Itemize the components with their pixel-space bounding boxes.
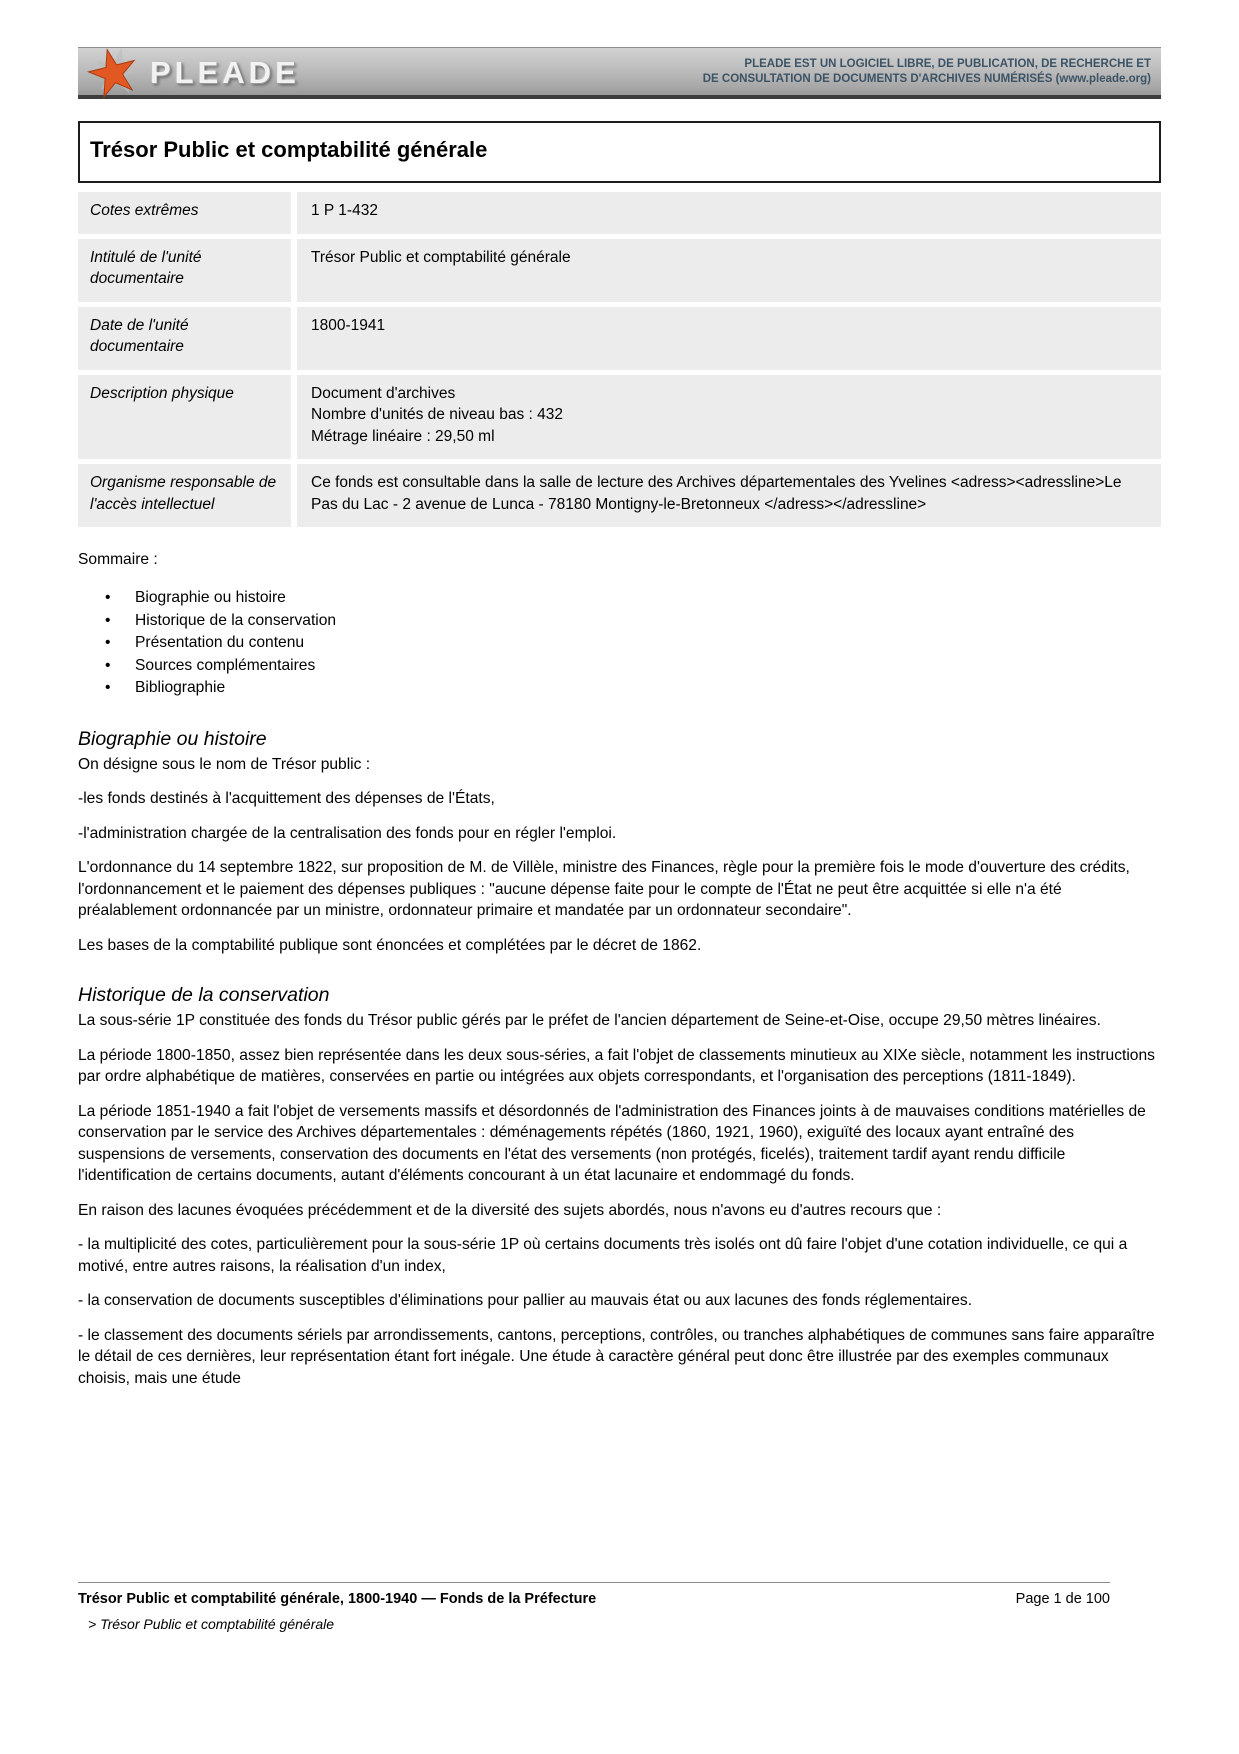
sommaire-heading: Sommaire : — [78, 551, 158, 568]
sommaire-list — [78, 587, 1161, 700]
metadata-value: 1 P 1-432 — [297, 192, 1161, 234]
pleade-tagline-line1: PLEADE EST UN LOGICIEL LIBRE, DE PUBLICATION, DE RECHERCHE ET — [744, 57, 1151, 70]
pleade-tagline-line2: DE CONSULTATION DE DOCUMENTS D'ARCHIVES NUMÉRISÉS (www.pleade.org) — [702, 72, 1151, 85]
metadata-table — [78, 192, 1161, 527]
pleade-logo — [78, 48, 300, 95]
bullet-icon: • — [105, 634, 111, 651]
metadata-row — [78, 375, 1161, 460]
footer-page-number: Page 1 de 100 — [1015, 1591, 1110, 1607]
metadata-value: Trésor Public et comptabilité générale — [297, 239, 1161, 302]
paragraph: En raison des lacunes évoquées précédemment et de la diversité des sujets abordés, nous n'avons eu d'autres recours que : — [78, 1201, 942, 1219]
pleade-tagline — [703, 57, 1161, 87]
sommaire-item — [78, 655, 1161, 678]
metadata-value: 1800-1941 — [297, 307, 1161, 370]
metadata-row — [78, 239, 1161, 302]
sommaire-item — [78, 677, 1161, 700]
metadata-value — [297, 375, 1161, 460]
paragraph: La période 1851-1940 a fait l'objet de versements massifs et désordonnés de l'administration des Finances joints à de mauvaises conditions matérielles de conservation par le service des Archives départementales : déménagements répétés (1860, 1921, 1960), exiguïté des locaux ayant entraîné des suspensions de versements, conservation des documents en l'état des versements (non protégés, ficelés), traitement tardif ayant rendu difficile l'identification de certains documents, autant d'éléments concourant à un état lacunaire et endommagé du fonds. — [78, 1102, 1146, 1184]
metadata-value-line: Nombre d'unités de niveau bas : 432 — [311, 406, 563, 423]
pleade-banner — [78, 47, 1161, 99]
sommaire-item-label: Sources complémentaires — [135, 656, 316, 674]
sommaire-item — [78, 587, 1161, 610]
footer-title: Trésor Public et comptabilité générale, 1800-1940 — Fonds de la Préfecture — [78, 1591, 597, 1607]
pleade-logo-text: PLEADE — [150, 54, 300, 90]
page-footer — [78, 1582, 1110, 1632]
metadata-label: Description physique — [78, 375, 291, 460]
sommaire-item — [78, 632, 1161, 655]
bullet-icon: • — [105, 656, 111, 674]
paragraph: -les fonds destinés à l'acquittement des dépenses de l'États, — [78, 790, 495, 807]
paragraph: - le classement des documents sériels par arrondissements, cantons, perceptions, contrôles, ou tranches alphabétiques de communes sans faire apparaître le détail de ces dernières, leur représentation étant fort inégale. Une étude à caractère général peut donc être illustrée par des exemples communaux choisis, mais une étude — [78, 1326, 1155, 1387]
sommaire-item-label: Bibliographie — [135, 679, 226, 696]
metadata-row — [78, 192, 1161, 234]
metadata-row — [78, 464, 1161, 527]
paragraph: L'ordonnance du 14 septembre 1822, sur proposition de M. de Villèle, ministre des Finances, règle pour la première fois le mode d'ouverture des crédits, l'ordonnancement et le paiement des dépenses publiques : "aucune dépense faite pour le compte de l'État ne peut être acquittée si elle n'a été préalablement ordonnancée par un ministre, ordonnateur primaire et mandatée par un ordonnateur secondaire". — [78, 859, 1130, 919]
metadata-value-line: Métrage linéaire : 29,50 ml — [311, 427, 495, 445]
metadata-value: Ce fonds est consultable dans la salle de lecture des Archives départementales des Yvelines <adress><adressline>Le Pas du Lac - 2 avenue de Lunca - 78180 Montigny-le-Bretonneux </adress></adressline> — [297, 464, 1161, 527]
paragraph: -l'administration chargée de la centralisation des fonds pour en régler l'emploi. — [78, 824, 617, 842]
metadata-row — [78, 307, 1161, 370]
sommaire-item-label: Présentation du contenu — [135, 634, 305, 651]
metadata-label: Date de l'unité documentaire — [78, 307, 291, 370]
sommaire-item-label: Biographie ou histoire — [135, 589, 286, 606]
document-title: Trésor Public et comptabilité générale — [78, 121, 1161, 183]
bullet-icon: • — [105, 589, 111, 606]
pleade-star-icon — [82, 46, 144, 98]
paragraph: - la conservation de documents susceptibles d'éliminations pour pallier au mauvais état ou aux lacunes des fonds réglementaires. — [78, 1292, 973, 1309]
footer-breadcrumb: > Trésor Public et comptabilité générale — [88, 1616, 335, 1632]
paragraph: On désigne sous le nom de Trésor public : — [78, 755, 371, 773]
metadata-label: Organisme responsable de l'accès intellectuel — [78, 464, 291, 527]
bullet-icon: • — [105, 679, 111, 696]
sommaire-item-label: Historique de la conservation — [135, 611, 337, 629]
metadata-label: Cotes extrêmes — [78, 192, 291, 234]
section-biographie — [78, 727, 1161, 957]
section-historique — [78, 983, 1161, 1389]
sommaire-item — [78, 610, 1161, 633]
section-heading: Historique de la conservation — [78, 984, 330, 1006]
paragraph: Les bases de la comptabilité publique sont énoncées et complétées par le décret de 1862. — [78, 936, 702, 954]
paragraph: La sous-série 1P constituée des fonds du Trésor public gérés par le préfet de l'ancien département de Seine-et-Oise, occupe 29,50 mètres linéaires. — [78, 1012, 1101, 1029]
section-heading: Biographie ou histoire — [78, 727, 267, 750]
metadata-label: Intitulé de l'unité documentaire — [78, 239, 291, 302]
metadata-value-line: Document d'archives — [311, 384, 456, 402]
paragraph: - la multiplicité des cotes, particulièrement pour la sous-série 1P où certains documents très isolés ont dû faire l'objet d'une cotation individuelle, ce qui a motivé, entre autres raisons, la réalisation d'un index, — [78, 1236, 1128, 1275]
paragraph: La période 1800-1850, assez bien représentée dans les deux sous-séries, a fait l'objet de classements minutieux au XIXe siècle, notamment les instructions par ordre alphabétique de matières, conservées en partie ou intégrées aux objets correspondants, et l'organisation des perceptions (1811-1849). — [78, 1046, 1155, 1085]
bullet-icon: • — [105, 611, 111, 629]
